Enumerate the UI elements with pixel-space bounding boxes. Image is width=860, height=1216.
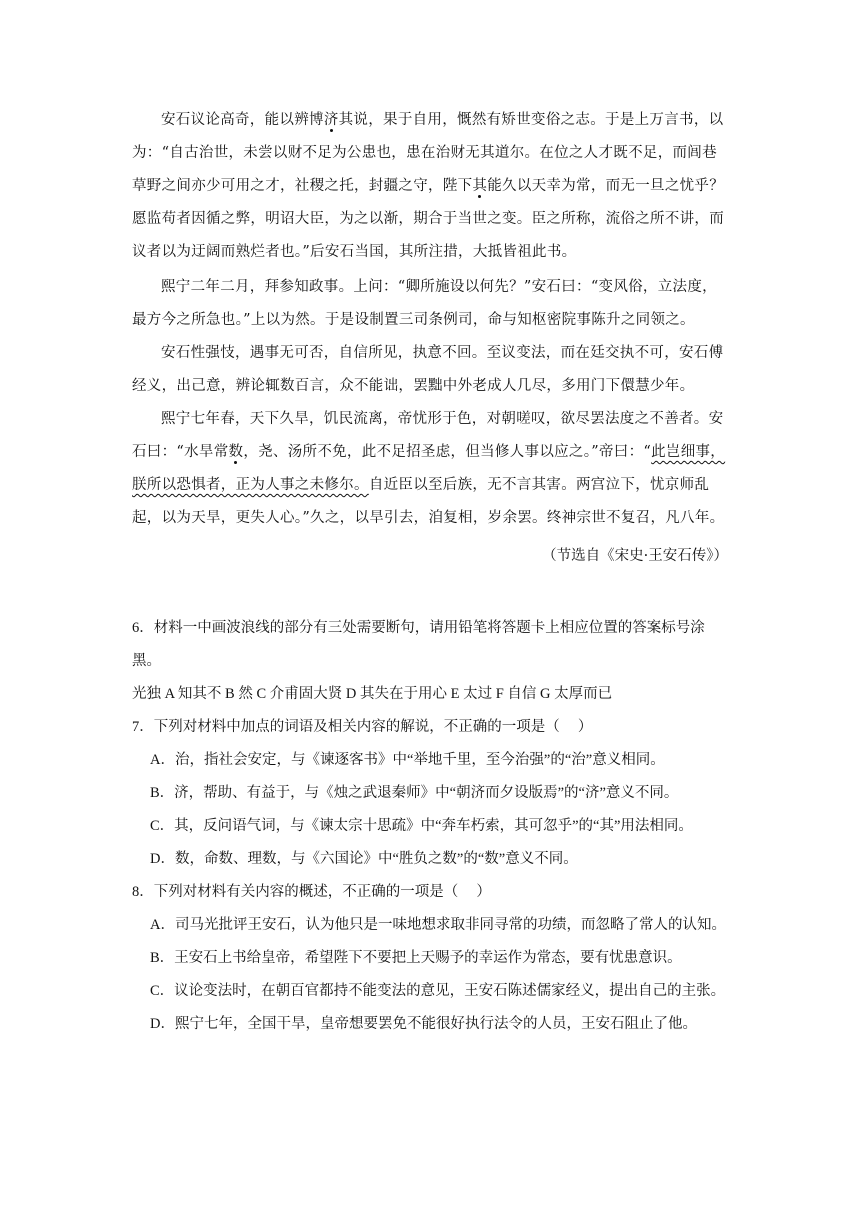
question-7-option-d: D．数，命数、理数，与《六国论》中“胜负之数”的“数”意义不同。 (150, 851, 578, 867)
question-6: 6．材料一中画波浪线的部分有三处需要断句，请用铅笔将答题卡上相应位置的答案标号涂黑。 (132, 620, 705, 669)
passage-paragraph-3: 安石性强忮，遇事无可否，自信所见，执意不回。至议变法，而在廷交执不可，安石傅经义，出己意，辨论辄数百言，众不能诎，罢黜中外老成人几尽，多用门下儇慧少年。 (132, 345, 724, 394)
emphasis-dotted-char: 济 (323, 112, 339, 128)
questions-section (132, 612, 732, 1041)
question-8-option-a: A．司马光批评王安石，认为他只是一味地想求取非同寻常的功绩，而忽略了常人的认知。 (150, 917, 726, 933)
question-7: 7．下列对材料中加点的词语及相关内容的解说，不正确的一项是（ ） (132, 719, 593, 735)
wavy-underlined-text: 此岂细事，朕所以恐惧者，正为人事之未修尔。 (132, 444, 726, 493)
passage-source: （节选自《宋史·王安石传》） (542, 548, 728, 564)
passage-paragraph-1 (132, 104, 728, 269)
passage-text: ，尧、汤所不免，此不足招圣虑，但当修人事以应之。”帝曰：“ (243, 444, 652, 460)
question-7-option-b: B．济，帮助、有益于，与《烛之武退秦师》中“朝济而夕设版焉”的“济”意义不同。 (150, 785, 679, 801)
passage-text: 熙宁七年春，天下久旱，饥民流离，帝忧形于色，对朝嗟叹，欲尽罢法度之不善者。安石曰：“水旱常 (132, 411, 724, 460)
question-8-option-d: D．熙宁七年，全国干旱，皇帝想要罢免不能很好执行法令的人员，王安石阻止了他。 (150, 1016, 697, 1032)
passage-paragraph-2: 熙宁二年二月，拜参知政事。上问：“卿所施设以何先？”安石曰：“变风俗，立法度，最方今之所急也。”上以为然。于是设制置三司条例司，命与知枢密院事陈升之同领之。 (132, 279, 717, 328)
question-7-option-c: C．其，反问语气词，与《谏太宗十思疏》中“奔车朽索，其可忽乎”的“其”用法相同。 (150, 818, 693, 834)
passage-text: 其说，果于自用，慨然有矫世变俗之志。于是上万言书，以为：“自古治世，未尝以财不足为公患也，患在治财无其道尔。在位之人才既不足，而闾巷草野之间亦少可用之才，社稷之托，封疆之守，陛下 (132, 112, 724, 194)
passage-paragraph-4 (132, 403, 728, 535)
passage-text: 能久以天幸为常，而无一旦之忧乎？愿监苟者因循之弊，明诏大臣，为之以渐，期合于当世之变。臣之所称，流俗之所不讲，而议者以为迂阔而熟烂者也。”后安石当国，其所注措，大抵皆祖此书。 (132, 178, 725, 260)
passage-text: 安石议论高奇，能以辨博 (161, 112, 324, 128)
classical-passage (132, 104, 728, 571)
passage-text: 自近臣以至后族，无不言其害。两宫泣下，忧京师乱起，以为天旱，更失人心。”久之，以旱引去，洎复相，岁余罢。终神宗世不复召，凡八年。 (132, 477, 725, 526)
emphasis-dotted-char: 数 (228, 444, 244, 460)
question-7-option-a: A．治，指社会安定，与《谏逐客书》中“举地千里，至今治强”的“治”意义相同。 (150, 752, 665, 768)
question-8-option-b: B．王安石上书给皇帝，希望陛下不要把上天赐予的幸运作为常态，要有忧患意识。 (150, 950, 682, 966)
question-8: 8．下列对材料有关内容的概述，不正确的一项是（ ） (132, 884, 491, 900)
question-6-text-line: 光独 A 知其不 B 然 C 介甫固大贤 D 其失在于用心 E 太过 F 自信 G 太厚而已 (132, 686, 613, 702)
question-8-option-c: C．议论变法时，在朝百官都持不能变法的意见，王安石陈述儒家经义，提出自己的主张。 (150, 983, 726, 999)
emphasis-dotted-char: 其 (472, 178, 488, 194)
